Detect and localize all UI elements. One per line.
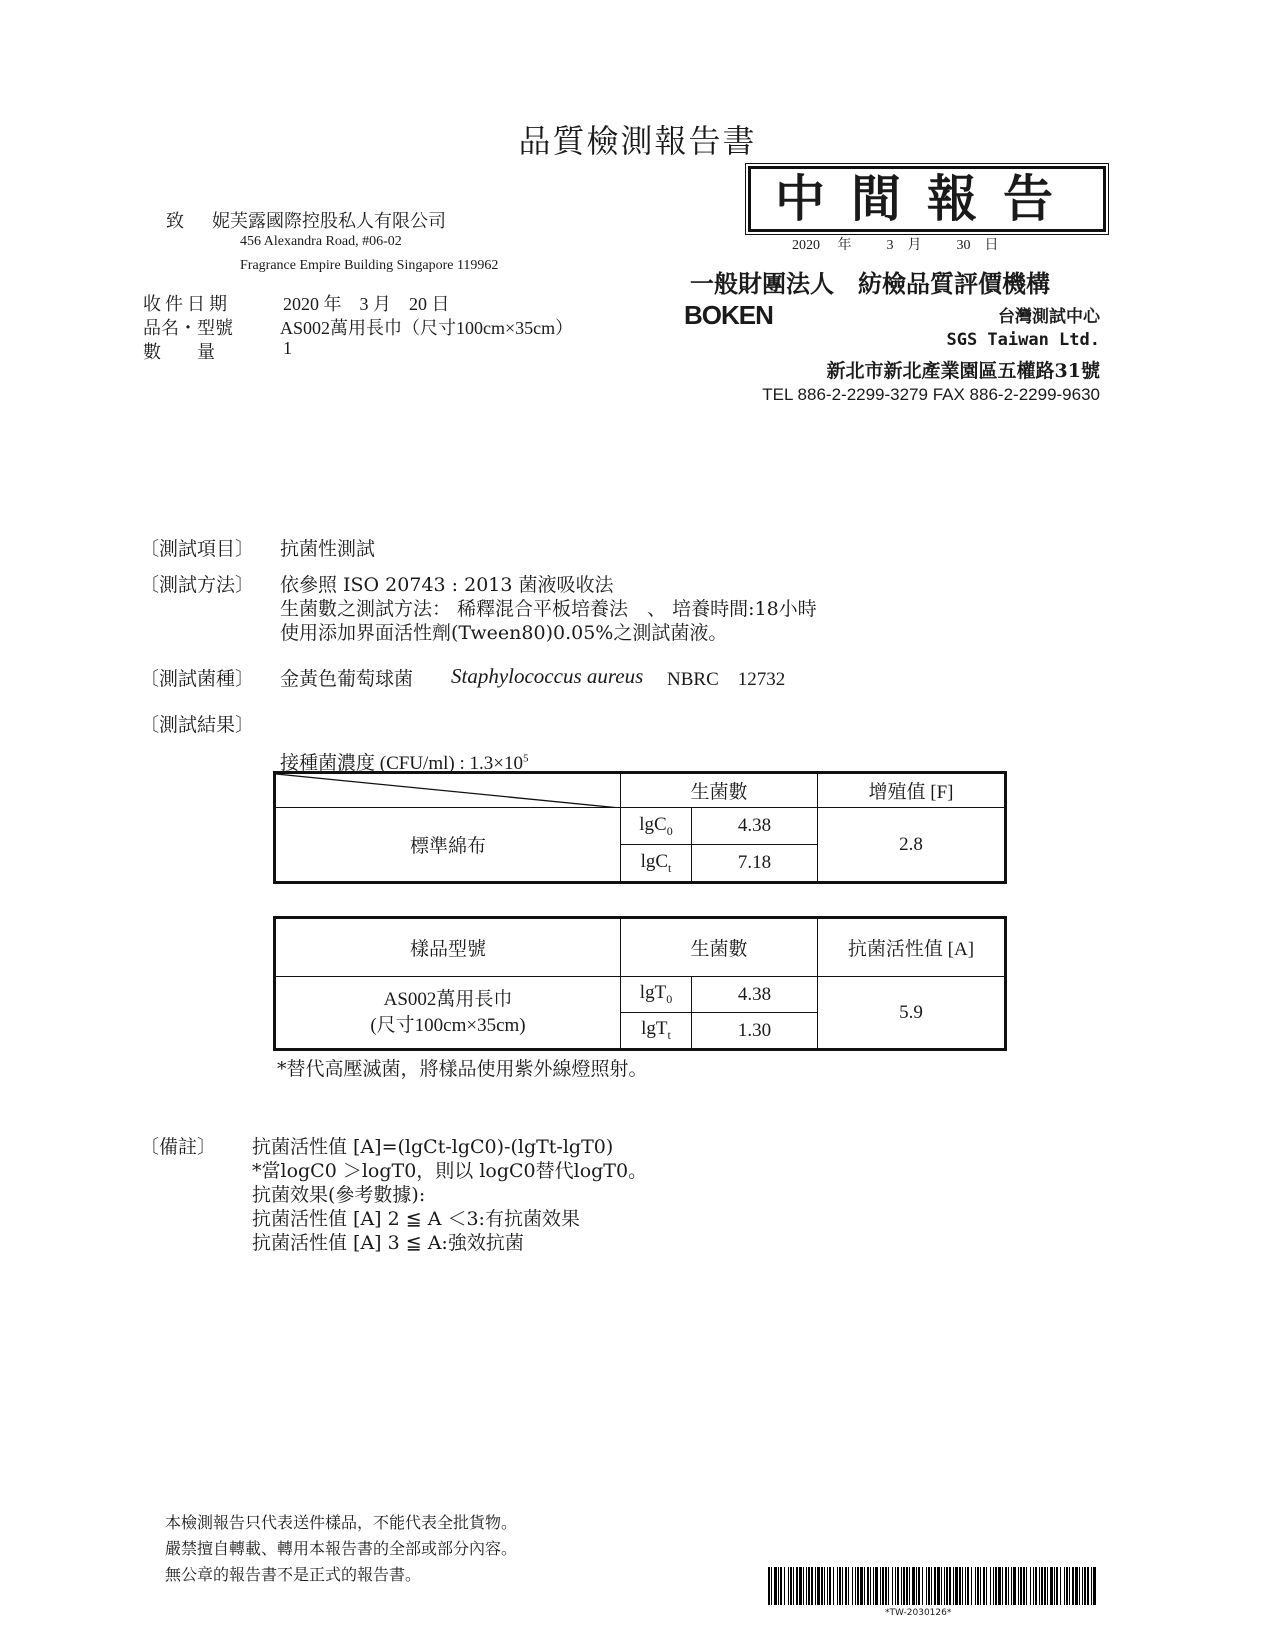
quantity-label: 數 量 — [143, 342, 215, 363]
strain-cn-name: 金黃色葡萄球菌 — [280, 668, 414, 690]
report-date: 2020 年 3 月 30 日 — [792, 237, 999, 253]
item-value: AS002萬用長巾（尺寸100cm×35cm） — [280, 318, 574, 338]
inoculum-concentration: 接種菌濃度 (CFU/ml) : $1.3\times 10^5$ — [280, 752, 529, 774]
test-strain-label: 〔測試菌種〕 — [140, 668, 255, 690]
sample-name: AS002萬用長巾 (尺寸100cm×35cm) — [276, 977, 621, 1049]
remarks-line: 抗菌活性值 [A] 2 ≦ A ＜3:有抗菌效果 — [252, 1208, 580, 1230]
strain-code: NBRC 12732 — [667, 669, 786, 690]
barcode-bar — [1093, 1567, 1096, 1605]
sample-table — [275, 918, 1005, 1049]
uv-sterilization-note: *替代高壓滅菌，將樣品使用紫外線燈照射。 — [277, 1058, 648, 1080]
lgct-label: lgC$_t$ — [621, 845, 692, 882]
control-table — [275, 773, 1005, 882]
test-method-line: 生菌數之測試方法： 稀釋混合平板培養法 、 培養時間:18小時 — [280, 598, 817, 620]
growth-value-header: 增殖值 [F] — [818, 774, 1005, 808]
viable-count-header: 生菌數 — [621, 919, 818, 977]
lgc0-value: 4.38 — [692, 808, 818, 845]
lgt0-label: lgT$_0$ — [621, 977, 692, 1013]
remarks-line: 抗菌活性值 [A]=(lgCt-lgC0)-(lgTt-lgT0) — [252, 1136, 614, 1158]
remarks-line: *當logC0 ＞logT0，則以 logC0替代logT0。 — [252, 1160, 648, 1182]
sample-model-header: 樣品型號 — [276, 919, 621, 977]
viable-count-header: 生菌數 — [621, 774, 818, 808]
strain-latin-name: Staphylococcus aureus — [451, 664, 644, 688]
remarks-label: 〔備註〕 — [140, 1136, 217, 1158]
test-method-label: 〔測試方法〕 — [140, 574, 255, 596]
test-item-value: 抗菌性測試 — [280, 538, 376, 560]
lgct-value: 7.18 — [692, 845, 818, 882]
page-title: 品質檢測報告書 — [518, 122, 757, 160]
recipient-address-2: Fragrance Empire Building Singapore 119962 — [240, 258, 499, 273]
remarks-line: 抗菌效果(參考數據): — [252, 1184, 426, 1206]
lgtt-value: 1.30 — [692, 1013, 818, 1049]
item-label: 品名・型號 — [143, 318, 233, 339]
quantity-value: 1 — [283, 338, 292, 358]
test-method-line: 依參照 ISO 20743 : 2013 菌液吸收法 — [280, 574, 614, 596]
org-contact: TEL 886-2-2299-3279 FAX 886-2-2299-9630 — [762, 385, 1100, 404]
boken-logo: BOKEN — [684, 300, 773, 330]
sgs-name: SGS Taiwan Ltd. — [946, 330, 1100, 350]
antibacterial-activity-value: 5.9 — [818, 977, 1005, 1049]
interim-report-stamp: 中間報告 — [748, 166, 1106, 232]
control-fabric-name: 標準綿布 — [276, 808, 621, 882]
lgt0-value: 4.38 — [692, 977, 818, 1013]
test-item-label: 〔測試項目〕 — [140, 538, 255, 560]
recipient-address-1: 456 Alexandra Road, #06-02 — [240, 234, 402, 249]
org-address: 新北市新北產業園區五權路31號 — [826, 360, 1100, 382]
recipient-prefix: 致 — [166, 211, 184, 232]
diagonal-line — [276, 774, 620, 808]
growth-value: 2.8 — [818, 808, 1005, 882]
lgc0-label: lgC$_0$ — [621, 808, 692, 845]
test-result-label: 〔測試結果〕 — [140, 714, 255, 736]
disclaimer-line: 嚴禁擅自轉載、轉用本報告書的全部或部分內容。 — [165, 1539, 518, 1558]
disclaimer-line: 無公章的報告書不是正式的報告書。 — [165, 1565, 422, 1584]
org-name: 一般財團法人 紡檢品質評價機構 — [690, 270, 1050, 298]
antibacterial-activity-header: 抗菌活性值 [A] — [818, 919, 1005, 977]
test-method-line: 使用添加界面活性劑(Tween80)0.05%之測試菌液。 — [280, 622, 728, 644]
test-center-name: 台灣測試中心 — [998, 307, 1100, 327]
remarks-line: 抗菌活性值 [A] 3 ≦ A:強效抗菌 — [252, 1232, 524, 1254]
barcode-text: *TW-2030126* — [885, 1608, 952, 1618]
disclaimer-line: 本檢測報告只代表送件樣品，不能代表全批貨物。 — [165, 1513, 518, 1532]
receipt-date-label: 收件日期 — [143, 294, 231, 315]
diagonal-header-cell — [276, 774, 621, 808]
recipient-company: 妮芙露國際控股私人有限公司 — [212, 211, 446, 232]
receipt-date-value: 2020 年 3 月 20 日 — [283, 294, 450, 314]
barcode — [768, 1567, 1096, 1605]
lgtt-label: lgT$_t$ — [621, 1013, 692, 1049]
